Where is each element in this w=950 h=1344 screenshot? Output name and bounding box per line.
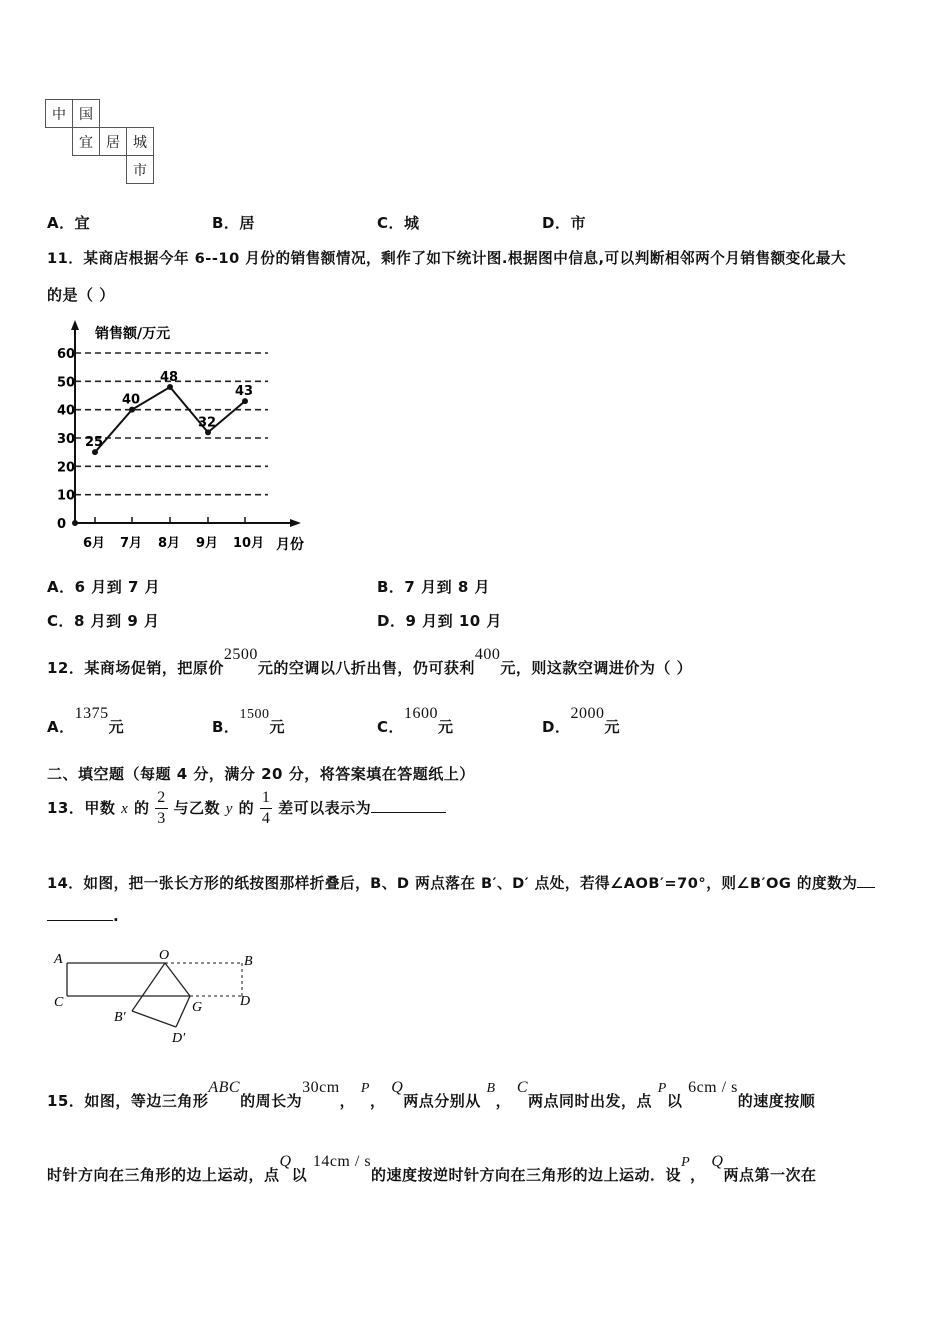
x-tick-label: 6月 — [83, 536, 106, 551]
origin-point — [72, 520, 78, 526]
cube-cell: 国 — [73, 100, 100, 128]
var-x: x — [121, 801, 129, 817]
q13-prefix: 13．甲数 — [47, 799, 116, 817]
q11-option-c: C．8 月到 9 月 — [47, 612, 160, 630]
q10-option-d: D．市 — [542, 214, 586, 232]
q11-stem-line2: 的是（ ） — [47, 286, 115, 304]
answer-blank — [47, 906, 113, 921]
cube-cell: 中 — [46, 100, 73, 128]
q12-option-c — [377, 705, 454, 737]
x-axis-arrow — [290, 519, 301, 527]
fraction-two-thirds: $\frac{2}{3}$ — [157, 789, 166, 827]
q12-profit: 400 — [474, 646, 501, 663]
option-unit: 元 — [108, 718, 125, 736]
q14-period: . — [113, 907, 120, 925]
q10-option-c: C．城 — [377, 214, 420, 232]
label-b-prime: B′ — [114, 1010, 126, 1025]
q14-stem-line1 — [47, 872, 875, 893]
label-d-prime: D′ — [172, 1031, 186, 1046]
cube-cell: 居 — [100, 128, 127, 156]
q15-text: 的周长为 — [240, 1092, 303, 1110]
data-label: 40 — [122, 392, 141, 408]
x-tick-label: 10月 — [233, 536, 265, 551]
q11-option-a: A．6 月到 7 月 — [47, 578, 161, 596]
q10-option-b: B．居 — [212, 214, 255, 232]
q11-stem-line1: 11．某商店根据今年 6--10 月份的销售额情况，剩作了如下统计图.根据图中信息,可以判断相邻两个月销售额变化最大 — [47, 250, 847, 267]
q15-text: 以 — [666, 1092, 683, 1110]
y-axis-label: 销售额/万元 — [95, 326, 171, 342]
option-unit: 元 — [269, 718, 285, 736]
cube-cell: 市 — [127, 156, 154, 184]
edge-d1g — [176, 996, 190, 1027]
q10-option-a: A．宜 — [47, 214, 91, 232]
q14-text: 14．如图，把一张长方形的纸按图那样折叠后，B、D 两点落在 B′、D′ 点处，若得∠AOB′=70°，则∠B′OG 的度数为 — [47, 875, 858, 892]
option-label: D． — [542, 718, 571, 736]
q15-text: ， — [690, 1166, 706, 1184]
q12-option-a — [47, 705, 125, 737]
point-q: Q — [391, 1079, 404, 1096]
x-axis-label: 月份 — [276, 537, 304, 553]
q15-text: 的速度按顺 — [737, 1092, 816, 1110]
option-unit: 元 — [604, 718, 620, 736]
triangle-abc: ABC — [208, 1079, 241, 1096]
answer-blank — [371, 798, 446, 813]
y-tick-label: 30 — [57, 432, 76, 447]
point-p: P — [360, 1081, 370, 1096]
label-c: C — [54, 995, 64, 1010]
fraction-one-quarter: $\frac{1}{4}$ — [261, 789, 271, 827]
q12-option-d — [542, 705, 620, 737]
y-tick-label: 0 — [57, 517, 67, 532]
var-y: y — [225, 801, 233, 817]
series-line — [95, 387, 245, 452]
cube-cell: 宜 — [73, 128, 100, 156]
folded-rectangle-figure — [50, 948, 270, 1048]
label-g: G — [192, 1000, 203, 1015]
speed-p: 6cm / s — [688, 1079, 738, 1096]
q12-mid: 元的空调以八折出售，仍可获利 — [257, 659, 475, 677]
q13-de: 的 — [134, 799, 150, 817]
data-label: 48 — [160, 370, 179, 385]
q12-price: 2500 — [223, 646, 258, 663]
fold-line-og — [165, 963, 190, 996]
q15-stem-line1 — [47, 1079, 816, 1111]
q15-text: 的速度按逆时针方向在三角形的边上运动．设 — [371, 1166, 682, 1184]
option-value: 1375 — [74, 705, 109, 722]
q15-text: ， — [339, 1092, 356, 1110]
q14-stem-line2 — [47, 906, 119, 925]
q15-text: 两点第一次在 — [723, 1166, 817, 1184]
q12-suffix: 元，则这款空调进价为（ ） — [500, 659, 693, 677]
label-b: B — [244, 954, 253, 969]
q15-stem-line2 — [47, 1153, 817, 1185]
y-tick-label: 50 — [57, 375, 76, 391]
label-a: A — [54, 952, 63, 967]
point-c: C — [516, 1079, 529, 1096]
sales-line-chart — [40, 318, 350, 558]
option-value: 2000 — [570, 705, 605, 722]
q15-text: 两点同时出发，点 — [528, 1092, 653, 1110]
option-label: B． — [212, 718, 240, 736]
point-q: Q — [711, 1153, 724, 1170]
q11-option-b: B．7 月到 8 月 — [377, 578, 490, 596]
x-tick-label: 7月 — [120, 536, 143, 551]
speed-q: 14cm / s — [312, 1153, 372, 1170]
q15-text: ， — [495, 1092, 512, 1110]
q12-prefix: 12．某商场促销，把原价 — [47, 659, 224, 677]
q15-text: 两点分别从 — [403, 1092, 481, 1110]
q15-text: 15．如图，等边三角形 — [47, 1092, 209, 1110]
edge-ob1 — [132, 963, 165, 1011]
x-tick-label: 8月 — [158, 536, 181, 551]
q12-stem — [47, 646, 693, 678]
data-label: 32 — [198, 415, 217, 431]
cube-net — [45, 99, 154, 184]
answer-blank — [857, 873, 875, 888]
y-tick-label: 10 — [57, 488, 76, 504]
cube-cell: 城 — [127, 128, 154, 156]
q13-suffix: 差可以表示为 — [278, 799, 372, 817]
option-unit: 元 — [438, 718, 454, 736]
q13-mid: 与乙数 — [173, 799, 221, 817]
point-q: Q — [279, 1153, 292, 1170]
y-tick-label: 40 — [57, 403, 76, 419]
point-p: P — [681, 1155, 691, 1170]
y-tick-label: 20 — [57, 460, 76, 476]
edge-b1d1 — [132, 1011, 176, 1027]
y-tick-label: 60 — [57, 347, 76, 362]
q15-text: 以 — [291, 1166, 308, 1184]
q13-stem — [47, 788, 446, 829]
q15-text: 时针方向在三角形的边上运动，点 — [47, 1166, 280, 1184]
point-p: P — [657, 1081, 667, 1096]
option-value: 1600 — [404, 705, 439, 722]
option-label: A． — [47, 718, 75, 736]
q12-option-b — [212, 707, 285, 737]
data-label: 25 — [85, 435, 104, 451]
label-d: D — [240, 994, 251, 1009]
y-axis-arrow — [71, 320, 79, 330]
point-b: B — [486, 1081, 496, 1096]
q13-de: 的 — [238, 799, 255, 817]
label-o: O — [159, 948, 170, 963]
x-tick-label: 9月 — [196, 536, 219, 551]
q11-option-d: D．9 月到 10 月 — [377, 612, 502, 630]
option-label: C． — [377, 718, 405, 736]
perimeter-value: 30cm — [302, 1079, 340, 1096]
option-value: 1500 — [239, 707, 270, 722]
data-label: 43 — [235, 384, 254, 400]
section-heading: 二、填空题（每题 4 分，满分 20 分，将答案填在答题纸上） — [47, 765, 475, 783]
q15-text: ， — [369, 1092, 386, 1110]
